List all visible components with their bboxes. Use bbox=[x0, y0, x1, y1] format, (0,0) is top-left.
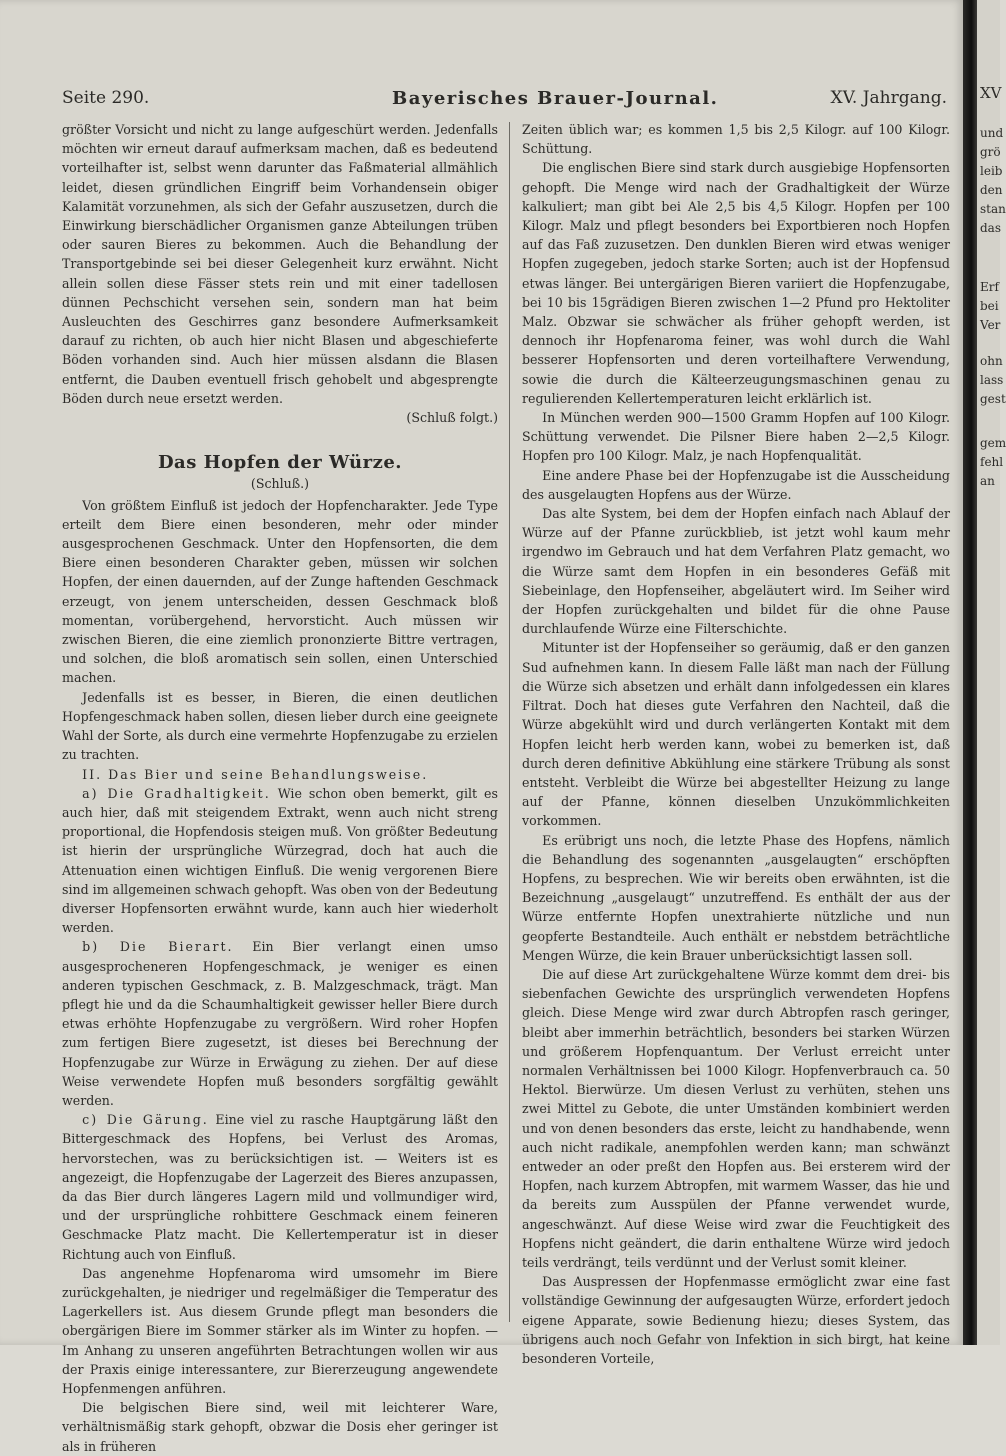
subsection-text: Wie schon oben bemerkt, gilt es auch hier, daß mit steigendem Extrakt, wenn auch nicht streng proportional, die Hopfendosis steigen muß. Von größter Bedeutung ist hierin der ursprüngliche Würzegrad, doch hat auch die Attenuation einen wichtigen Einfluß. Die wenig vergorenen Biere sind im allgemeinen schwach gehopft. Was oben von der Bedeutung diverser Hopfensorten erwähnt wurde, kann auch hier wiederholt werden. bbox=[62, 785, 498, 936]
next-page-fragment: XV bbox=[980, 84, 1002, 102]
section-heading: II. Das Bier und seine Behandlungsweise. bbox=[82, 766, 429, 782]
volume-label: XV. Jahrgang. bbox=[830, 88, 947, 108]
paragraph: Es erübrigt uns noch, die letzte Phase des Hopfens, nämlich die Behandlung des sogenannten „ausgelaugten“ erschöpften Hopfens, zu besprechen. Wie wir bereits oben erwähnten, ist die Bezeichnung „ausgelaugt“ unzutreffend. Es enthält der aus der Würze entfernte Hopfen unextrahierte nützliche und nun geopferte Bestandteile. Auch enthält er nebstdem beträchtliche Mengen Würze, die kein Brauer unberücksichtigt lassen soll. bbox=[522, 832, 950, 963]
journal-title: Bayerisches Brauer-Journal. bbox=[392, 88, 719, 109]
right-column bbox=[522, 120, 950, 1368]
next-page-fragment: stan bbox=[980, 202, 1006, 216]
continued-text: größter Vorsicht und nicht zu lange aufgeschürt werden. Jedenfalls möchten wir erneut darauf aufmerksam machen, daß es bedeutend vorteilhafter ist, selbst wenn darunter das Faßmaterial allmählich leidet, diesen gründlichen Eingriff beim Vorhandensein obiger Kalamität vorzunehmen, als sich der Gefahr auszusetzen, durch die Einwirkung bierschädlicher Organismen ganze Abteilungen trüben oder sauren Bieres zu bekommen. Auch die Behandlung der Transportgebinde sei bei dieser Gelegenheit kurz erwähnt. Nicht allein sollen diese Fässer stets rein und mit einer tadellosen dünnen Pechschicht versehen sein, sondern man hat beim Ausleuchten des Geschirres ganz besondere Aufmerksamkeit darauf zu richten, ob auch hier nicht Blasen und abgeschieferte Böden vorhanden sind. Auch hier müssen alsdann die Blasen entfernt, die Dauben eventuell frisch gehobelt und abgesprengte Böden durch neue ersetzt werden. bbox=[62, 122, 498, 406]
to-be-continued-note: (Schluß folgt.) bbox=[406, 410, 498, 426]
subsection-text: Eine viel zu rasche Hauptgärung läßt den Bittergeschmack des Hopfens, bei Verlust des Aromas, hervorstechen, was zu berücksichtigen ist. — Weiters ist es angezeigt, die Hopfenzugabe der Lagerzeit des Bieres anzupassen, da das Bier durch längeres Lagern mild und vollmundiger wird, und der ursprüngliche rohbittere Geschmack einem feineren Geschmacke Platz macht. Die Kellertemperatur ist in dieser Richtung auch von Einfluß. bbox=[62, 1112, 498, 1262]
paragraph: Das angenehme Hopfenaroma wird umsomehr im Biere zurückgehalten, je niedriger und regelmäßiger die Temperatur des Lagerkellers ist. Aus diesem Grunde pflegt man besonders die obergärigen Biere im Sommer stärker als im Winter zu hopfen. — Im Anhang zu unseren angeführten Betrachtungen wollen wir aus der Praxis einige interessantere, zur Biererzeugung angewendete Hopfenmengen anführen. bbox=[62, 1265, 498, 1396]
next-page-fragment: Ver bbox=[980, 318, 1001, 332]
next-page-fragment: gest bbox=[980, 392, 1006, 406]
paragraph: Die englischen Biere sind stark durch ausgiebige Hopfensorten gehopft. Die Menge wird nach der Gradhaltigkeit der Würze kalkuliert; man gibt bei Ale 2,5 bis 4,5 Kilogr. Hopfen per 100 Kilogr. Malz und pflegt besonders bei Exportbieren noch Hopfen auf das Faß zuzusetzen. Den dunklen Bieren wird etwas weniger Hopfen zugegeben, jedoch starke Sorten; auch ist der Hopfensud etwas länger. Bei untergärigen Bieren variiert die Hopfenzugabe, bei 10 bis 15grädigen Bieren zwischen 1—2 Pfund pro Hektoliter Malz. Obzwar sie schwächer als früher gehopft werden, ist dennoch ihr Hopfenaroma feiner, was wohl durch die Wahl besserer Hopfensorten und deren vorteilhaftere Verwendung, sowie die durch die Kälteerzeugungsmaschinen genau zu regulierenden Kellertemperaturen leicht erklärlich ist. bbox=[522, 160, 950, 406]
next-page-fragment: ohn bbox=[980, 354, 1003, 368]
paragraph: Von größtem Einfluß ist jedoch der Hopfencharakter. Jede Type erteilt dem Biere einen besonderen, mehr oder minder ausgesprochenen Geschmack. Unter den Hopfensorten, die dem Biere einen besonderen Charakter geben, müssen wir solchen Hopfen, der einen dauernden, auf der Zunge haftenden Geschmack erzeugt, von jenem unterscheiden, dessen Geschmack bloß momentan, vorübergehend, hervorsticht. Auch müssen wir zwischen Bieren, die eine ziemlich prononzierte Bittre vertragen, und solchen, die bloß aromatisch sein sollen, einen Unterschied machen. bbox=[62, 497, 498, 686]
paragraph: Mitunter ist der Hopfenseiher so geräumig, daß er den ganzen Sud aufnehmen kann. In diesem Falle läßt man nach der Füllung die Würze sich absetzen und erhält dann infolgedessen ein klares Filtrat. Doch hat dieses gute Verfahren den Nachteil, daß die Würze abgekühlt wird und durch verlängerten Kontakt mit dem Hopfen leicht herb werden kann, wobei zu bemerken ist, daß durch deren definitive Abkühlung eine stärkere Trübung als sonst entsteht. Verbleibt die Würze bei abgestellter Heizung zu lange auf der Pfanne, können dieselben Unzukömmlichkeiten vorkommen. bbox=[522, 640, 950, 829]
paragraph: Eine andere Phase bei der Hopfenzugabe ist die Ausscheidung des ausgelaugten Hopfens aus der Würze. bbox=[522, 467, 950, 502]
subsection-c bbox=[62, 1110, 498, 1264]
next-page-fragment: bei bbox=[980, 299, 999, 313]
page-header bbox=[62, 88, 947, 116]
article-title: Das Hopfen der Würze. bbox=[157, 452, 403, 474]
paragraph: Zeiten üblich war; es kommen 1,5 bis 2,5 Kilogr. auf 100 Kilogr. Schüttung. bbox=[522, 122, 950, 157]
next-page-fragment: leib bbox=[980, 164, 1003, 178]
next-page-edge bbox=[977, 0, 1006, 1345]
next-page-fragment: an bbox=[980, 474, 995, 488]
next-page-fragment: fehl bbox=[980, 455, 1004, 469]
paragraph: Die auf diese Art zurückgehaltene Würze kommt dem drei- bis siebenfachen Gewichte des ursprünglich verwendeten Hopfens gleich. Diese Menge wird zwar durch Abtropfen rasch geringer, bleibt aber immerhin beträchtlich, besonders bei starken Würzen und größerem Hopfenquantum. Der Verlust erreicht unter normalen Verhältnissen bei 1000 Kilogr. Hopfenverbrauch ca. 50 Hektol. Bierwürze. Um diesen Verlust zu verhüten, stehen uns zwei Mittel zu Gebote, die unter Umständen kombiniert werden und von denen besonders das erste, leicht zu handhabende, wenn auch nicht radikale, anempfohlen werden kann; man schwänzt entweder an oder preßt den Hopfen aus. Bei ersterem wird der Hopfen, nach kurzem Abtropfen, mit warmem Wasser, das hie und da bereits zum Ausspülen der Pfanne verwendet wurde, angeschwänzt. Auf diese Weise wird zwar die Feuchtigkeit des Hopfens nicht geändert, die darin enthaltene Würze wird jedoch teils verdrängt, teils verdünnt und der Verlust somit kleiner. bbox=[522, 966, 950, 1270]
article-subtitle: (Schluß.) bbox=[250, 476, 310, 492]
subsection-a bbox=[62, 784, 498, 938]
subsection-label: c) Die Gärung. bbox=[82, 1112, 209, 1128]
paragraph: Das Auspressen der Hopfenmasse ermöglicht zwar eine fast vollständige Gewinnung der aufgesaugten Würze, erfordert jedoch eigene Apparate, sowie Bedienung hiezu; dieses System, das übrigens auch noch Gefahr von Infektion in sich birgt, hat keine besonderen Vorteile, bbox=[522, 1274, 950, 1366]
page-gutter bbox=[963, 0, 977, 1345]
paragraph: Das alte System, bei dem der Hopfen einfach nach Ablauf der Würze auf der Pfanne zurückblieb, ist jetzt wohl kaum mehr irgendwo im Gebrauch und hat dem Verfahren Platz gemacht, wo die Würze samt dem Hopfen in ein besonderes Gefäß mit Siebeinlage, den Hopfenseiher, abgeläutert wird. Im Seiher wird der Hopfen zurückgehalten und bildet für die ohne Pause durchlaufende Würze eine Filterschichte. bbox=[522, 506, 950, 637]
paragraph: Die belgischen Biere sind, weil mit leichterer Ware, verhältnismäßig stark gehopft, obzwar die Dosis eher geringer ist als in früheren bbox=[62, 1400, 498, 1454]
column-divider bbox=[509, 122, 510, 1322]
next-page-fragment: das bbox=[980, 221, 1001, 235]
subsection-b bbox=[62, 937, 498, 1110]
paragraph: In München werden 900—1500 Gramm Hopfen auf 100 Kilogr. Schüttung verwendet. Die Pilsner Biere haben 2—2,5 Kilogr. Hopfen pro 100 Kilogr. Malz, je nach Hopfenqualität. bbox=[522, 410, 950, 464]
next-page-fragment: den bbox=[980, 183, 1003, 197]
next-page-fragment: und bbox=[980, 126, 1004, 140]
next-page-fragment: grö bbox=[980, 145, 1001, 159]
next-page-fragment: Erf bbox=[980, 280, 999, 294]
subsection-label: a) Die Gradhaltigkeit. bbox=[82, 785, 271, 801]
page-number: Seite 290. bbox=[62, 88, 150, 108]
subsection-text: Ein Bier verlangt einen umso ausgesprocheneren Hopfengeschmack, je weniger es einen anderen typischen Geschmack, z. B. Malzgeschmack, trägt. Man pflegt hie und da die Schaumhaltigkeit gewisser heller Biere durch etwas erhöhte Hopfenzugabe zu vergrößern. Wird roher Hopfen zum fertigen Biere zugesetzt, ist dieses bei Berechnung der Hopfenzugabe zur Würze in Erwägung zu ziehen. Der auf diese Weise verwendete Hopfen muß besonders sorgfältig gewählt werden. bbox=[62, 939, 498, 1108]
paragraph: Jedenfalls ist es besser, in Bieren, die einen deutlichen Hopfengeschmack haben sollen, diesen lieber durch eine geeignete Wahl der Sorte, als durch eine vermehrte Hopfenzugabe zu erzielen zu trachten. bbox=[62, 689, 498, 763]
left-column bbox=[62, 120, 498, 1456]
next-page-fragment: lass bbox=[980, 373, 1004, 387]
subsection-label: b) Die Bierart. bbox=[82, 939, 234, 955]
next-page-fragment: gem bbox=[980, 436, 1006, 450]
